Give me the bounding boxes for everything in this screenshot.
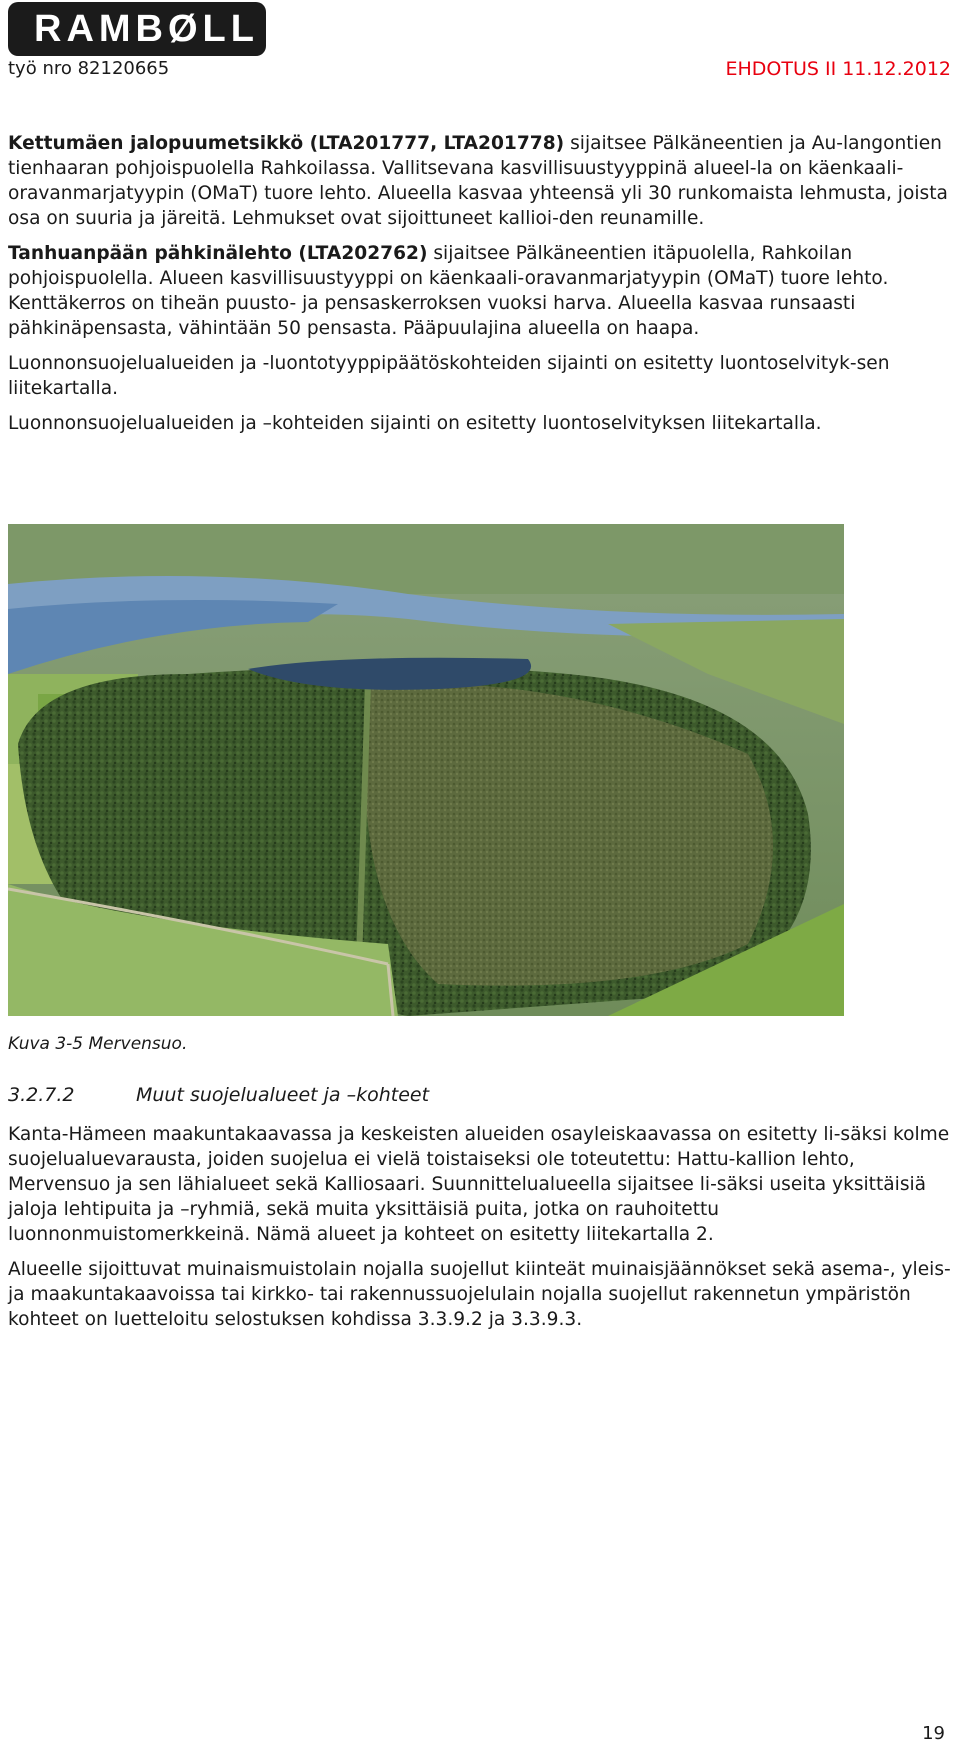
paragraph-location-note-2: Luonnonsuojelualueiden ja –kohteiden sijainti on esitetty luontoselvityksen liitekartalla. [8, 413, 822, 434]
section-paragraph-2: Alueelle sijoittuvat muinaismuistolain nojalla suojellut kiinteät muinaisjäännökset sekä asema-, yleis- ja maakuntakaavoissa tai kirkko- tai rakennussuojelulain nojalla suojellut rakennetun ympäristön kohteet on luetteloitu selostuksen kohdissa 3.3.9.2 ja 3.3.9.3. [8, 1259, 951, 1330]
paragraph-text: sijaitsee Pälkäneentien itäpuolella, Rahkoilan pohjoispuolella. Alueen kasvillisuustyyppi on käenkaali-oravanmarjatyypin (OMaT) tuore lehto. Kenttäkerros on tiheän puusto- ja pensaskerroksen vuoksi harva. Alueella kasvaa runsaasti pähkinäpensasta, vähintään 50 pensasta. Pääpuulajina alueella on haapa. [8, 243, 889, 339]
work-number: työ nro 82120665 [8, 58, 170, 79]
paragraph-lead: Tanhuanpään pähkinälehto (LTA202762) [8, 243, 428, 264]
body-text [8, 131, 952, 446]
aerial-photo-mervensuo [8, 524, 844, 1016]
section-heading [8, 1084, 429, 1106]
section-number: 3.2.7.2 [8, 1084, 75, 1106]
figure-caption: Kuva 3-5 Mervensuo. [8, 1034, 188, 1054]
section-title: Muut suojelualueet ja –kohteet [136, 1084, 430, 1106]
paragraph-text: sijaitsee Pälkäneentien ja Au-langontien tienhaaran pohjoispuolella Rahkoilassa. Vallitsevana kasvillisuustyyppinä alueel-la on käenkaali-oravanmarjatyypin (OMaT) tuore lehto. Alueella kasvaa yhteensä yli 30 runkomaista lehmusta, joista osa on suuria ja järeitä. Lehmukset ovat sijoittuneet kallioi-den reunamille. [8, 133, 948, 229]
draft-label: EHDOTUS II 11.12.2012 [725, 58, 951, 80]
paragraph-tanhuanpaa [8, 241, 952, 341]
company-logo: RAMBØLL [8, 2, 266, 56]
section-body [8, 1122, 952, 1342]
paragraph-kettumaki [8, 131, 952, 231]
paragraph-lead: Kettumäen jalopuumetsikkö (LTA201777, LTA201778) [8, 133, 565, 154]
paragraph-location-note: Luonnonsuojelualueiden ja -luontotyyppipäätöskohteiden sijainti on esitetty luontoselvityk-sen liitekartalla. [8, 353, 890, 399]
page-number: 19 [922, 1723, 945, 1744]
section-paragraph-1: Kanta-Hämeen maakuntakaavassa ja keskeisten alueiden osayleiskaavassa on esitetty li-säksi kolme suojelualuevarausta, joiden suojelua ei vielä toistaiseksi ole toteutettu: Hattu-kallion lehto, Mervensuo ja sen lähialueet sekä Kalliosaari. Suunnittelualueella sijaitsee li-säksi useita yksittäisiä jaloja lehtipuita ja –ryhmiä, sekä muita yksittäisiä puita, jotka on rauhoitettu luonnonmuistomerkkeinä. Nämä alueet ja kohteet on esitetty liitekartalla 2. [8, 1124, 950, 1245]
